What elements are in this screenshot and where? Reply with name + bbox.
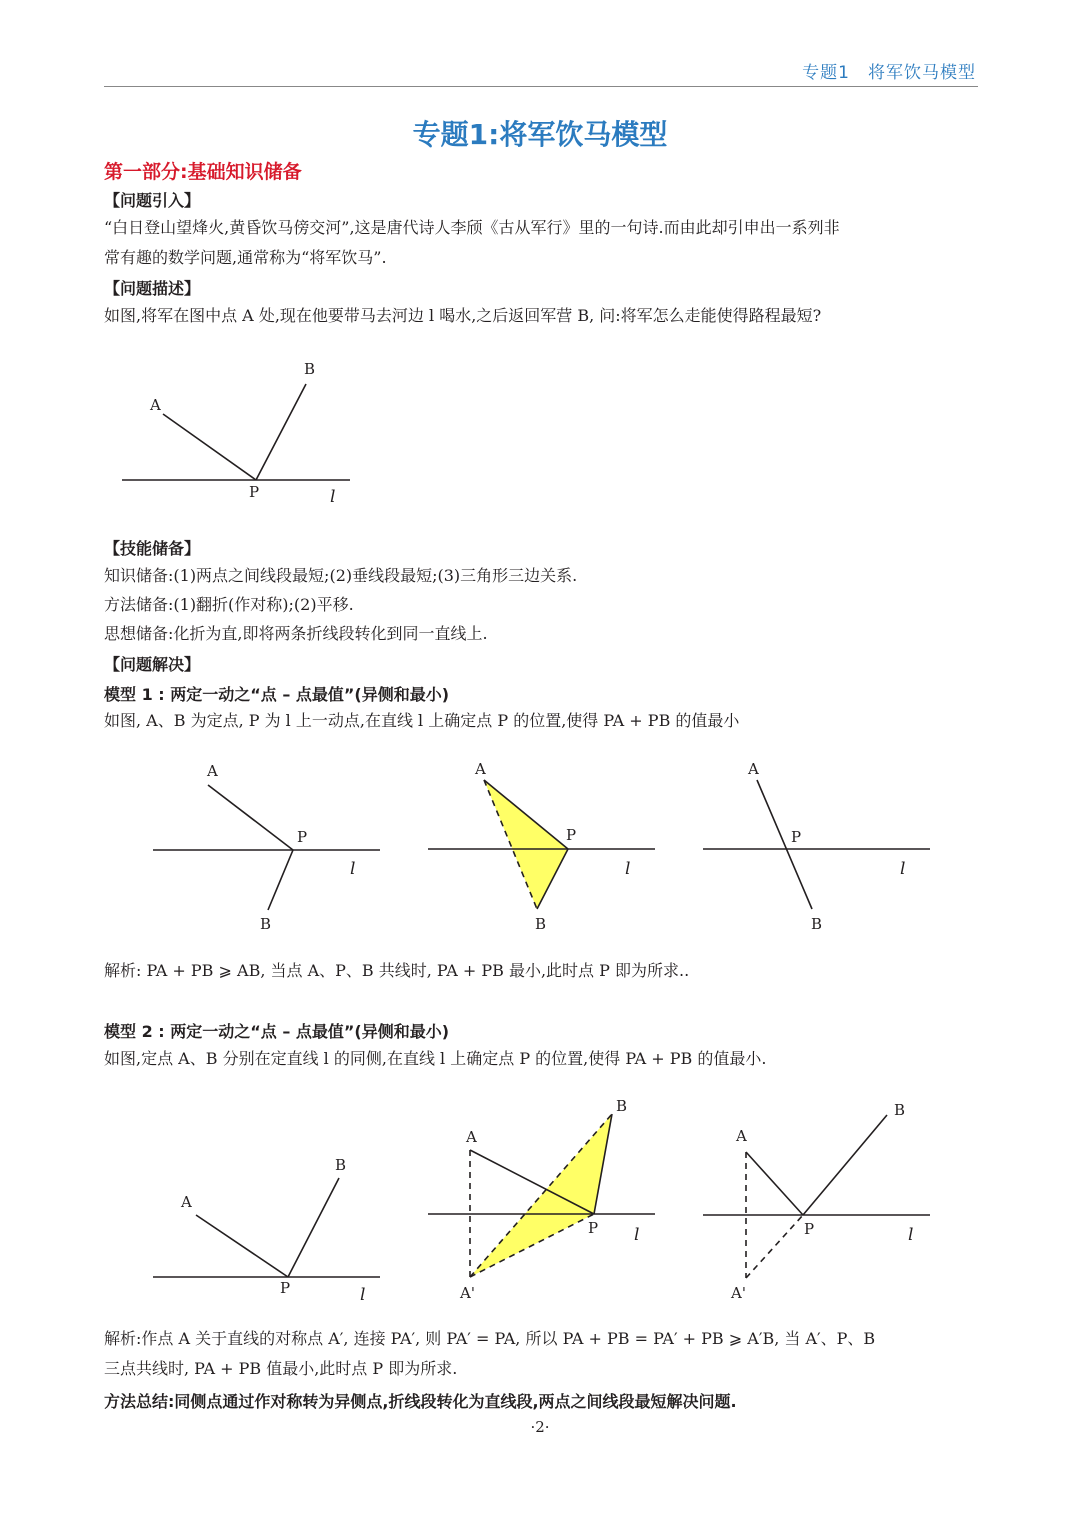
svg-text:B: B [260,915,272,933]
svg-text:l: l [625,859,631,879]
svg-text:B: B [894,1101,906,1119]
reflected-triangle-fill [470,1114,612,1277]
svg-text:l: l [634,1225,640,1245]
page-number: ·2· [530,1418,550,1436]
svg-text:P: P [297,828,308,846]
label-B: B [304,360,316,378]
intro-heading: 【问题引入】 [104,191,201,210]
model2-analysis-line-2: 三点共线时, PA + PB 值最小,此时点 P 即为所求. [104,1359,458,1378]
skill-method: 方法储备:(1)翻折(作对称);(2)平移. [104,595,354,614]
svg-text:A': A' [731,1284,746,1302]
skill-knowledge: 知识储备:(1)两点之间线段最短;(2)垂线段最短;(3)三角形三边关系. [104,566,578,585]
model2-desc: 如图,定点 A、B 分别在定直线 l 的同侧,在直线 l 上确定点 P 的位置,使得 PA + PB 的值最小. [104,1049,767,1068]
svg-text:P: P [588,1219,599,1237]
part-heading: 第一部分:基础知识储备 [104,161,302,183]
svg-text:l: l [900,859,906,879]
svg-text:B: B [616,1097,628,1115]
desc-heading: 【问题描述】 [104,279,201,298]
solve-heading: 【问题解决】 [104,655,201,674]
svg-text:P: P [280,1279,291,1297]
svg-text:A: A [466,1128,477,1146]
model1-desc: 如图, A、B 为定点, P 为 l 上一动点,在直线 l 上确定点 P 的位置,使得 PA + PB 的值最小 [104,711,740,730]
svg-text:B: B [811,915,823,933]
model1-analysis: 解析: PA + PB ⩾ AB, 当点 A、P、B 共线时, PA + PB 最小,此时点 P 即为所求.. [104,961,690,980]
intro-line-2: 常有趣的数学问题,通常称为“将军饮马”. [104,248,387,267]
model1-title: 模型 1 : 两定一动之“点 – 点最值”(异侧和最小) [104,685,450,704]
svg-text:A': A' [460,1284,475,1302]
svg-text:B: B [335,1156,347,1174]
label-P: P [249,483,260,501]
svg-text:l: l [908,1225,914,1245]
svg-text:A: A [475,760,486,778]
model2-title: 模型 2 : 两定一动之“点 – 点最值”(异侧和最小) [104,1022,450,1041]
label-A: A [150,396,161,414]
svg-text:P: P [791,828,802,846]
svg-text:B: B [535,915,547,933]
label-l: l [330,487,336,507]
svg-text:l: l [360,1285,366,1305]
svg-text:A: A [207,762,218,780]
svg-text:l: l [350,859,356,879]
page-title: 专题1:将军饮马模型 [412,118,668,151]
svg-text:A: A [736,1127,747,1145]
svg-text:P: P [566,826,577,844]
desc-line: 如图,将军在图中点 A 处,现在他要带马去河边 l 喝水,之后返回军营 B, 问:将军怎么走能使得路程最短? [104,306,822,325]
running-header: 专题1 将军饮马模型 [802,63,976,83]
intro-line-1: “白日登山望烽火,黄昏饮马傍交河”,这是唐代诗人李颀《古从军行》里的一句诗.而由此却引申出一系列非 [104,218,840,237]
method-summary: 方法总结:同侧点通过作对称转为异侧点,折线段转化为直线段,两点之间线段最短解决问题. [104,1392,737,1411]
svg-text:A: A [181,1193,192,1211]
svg-text:P: P [804,1220,815,1238]
model2-analysis-line-1: 解析:作点 A 关于直线的对称点 A′, 连接 PA′, 则 PA′ = PA, 所以 PA + PB = PA′ + PB ⩾ A′B, 当 A′、P、B [104,1329,876,1348]
skill-thinking: 思想储备:化折为直,即将两条折线段转化到同一直线上. [104,624,488,643]
svg-text:A: A [748,760,759,778]
skills-heading: 【技能储备】 [104,539,201,558]
